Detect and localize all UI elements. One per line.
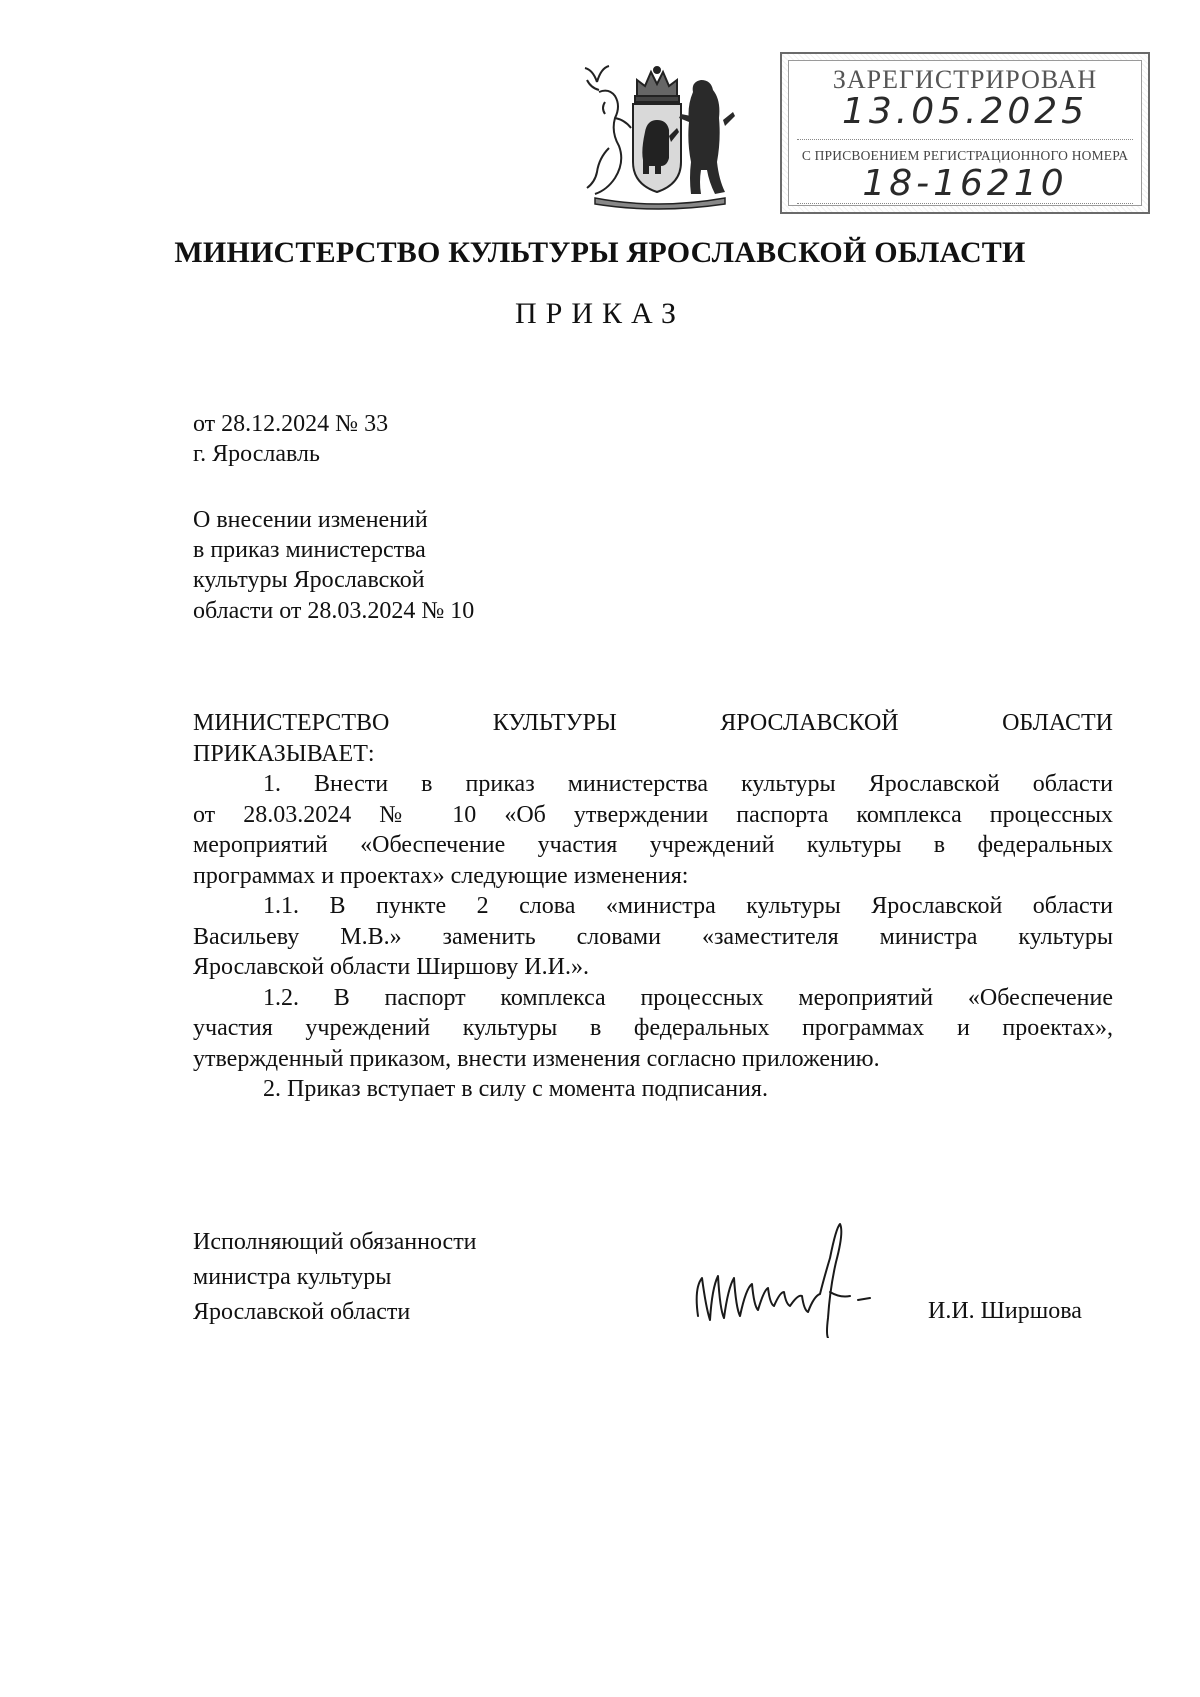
paragraph-1-2-line: 1.2. В паспорт комплекса процессных мероприятий «Обеспечение	[263, 984, 1113, 1011]
paragraph-1-1-line: Ярославской области Ширшову И.И.».	[193, 954, 589, 980]
paragraph-1-line: 1. Внести в приказ министерства культуры Ярославской области	[263, 771, 1113, 797]
paragraph-1-2-line: участия учреждений культуры в федеральных программах и проектах»,	[193, 1015, 1113, 1041]
document-type-heading: ПРИКАЗ	[515, 297, 685, 330]
preamble-line: ПРИКАЗЫВАЕТ:	[193, 740, 375, 767]
stamp-divider	[797, 203, 1133, 204]
paragraph-2-line: 2. Приказ вступает в силу с момента подписания.	[263, 1076, 768, 1102]
stamp-divider	[797, 139, 1133, 140]
stamp-subtitle: С ПРИСВОЕНИЕМ РЕГИСТРАЦИОННОГО НОМЕРА	[801, 148, 1129, 163]
signer-name: И.И. Ширшова	[928, 1298, 1082, 1324]
preamble-line: МИНИСТЕРСТВО КУЛЬТУРЫ ЯРОСЛАВСКОЙ ОБЛАСТИ	[193, 710, 1113, 736]
signer-position-line: Исполняющий обязанности	[193, 1229, 477, 1255]
subject-line: области от 28.03.2024 № 10	[193, 598, 475, 624]
subject-line: культуры Ярославской	[193, 567, 425, 593]
paragraph-1-line: программах и проектах» следующие изменения:	[193, 862, 689, 889]
paragraph-1-2-line: утвержденный приказом, внести изменения согласно приложению.	[193, 1045, 880, 1072]
paragraph-1-line: от 28.03.2024 № 10 «Об утверждении паспорта комплекса процессных	[193, 801, 1113, 828]
paragraph-1-1-line: Васильеву М.В.» заменить словами «заместителя министра культуры	[193, 923, 1113, 950]
handwritten-signature	[690, 1218, 920, 1338]
ministry-heading: МИНИСТЕРСТВО КУЛЬТУРЫ ЯРОСЛАВСКОЙ ОБЛАСТИ	[174, 236, 1026, 269]
registration-stamp	[780, 52, 1150, 214]
order-date-number: от 28.12.2024 № 33	[193, 411, 389, 437]
stamp-date: 13.05.2025	[841, 91, 1089, 132]
order-city: г. Ярославль	[193, 441, 320, 467]
paragraph-1-1-line: 1.1. В пункте 2 слова «министра культуры Ярославской области	[263, 893, 1113, 919]
stamp-registration-number: 18-16210	[862, 163, 1068, 204]
stamp-title: ЗАРЕГИСТРИРОВАН	[832, 65, 1098, 94]
subject-line: О внесении изменений	[193, 507, 428, 533]
stamp-inner-frame	[788, 60, 1142, 206]
coat-of-arms-emblem	[575, 62, 740, 212]
signer-position-line: министра культуры	[193, 1264, 392, 1290]
paragraph-1-line: мероприятий «Обеспечение участия учреждений культуры в федеральных	[193, 832, 1113, 858]
signer-position-line: Ярославской области	[193, 1299, 411, 1325]
order-body	[193, 708, 1113, 1105]
subject-line: в приказ министерства	[193, 537, 426, 563]
